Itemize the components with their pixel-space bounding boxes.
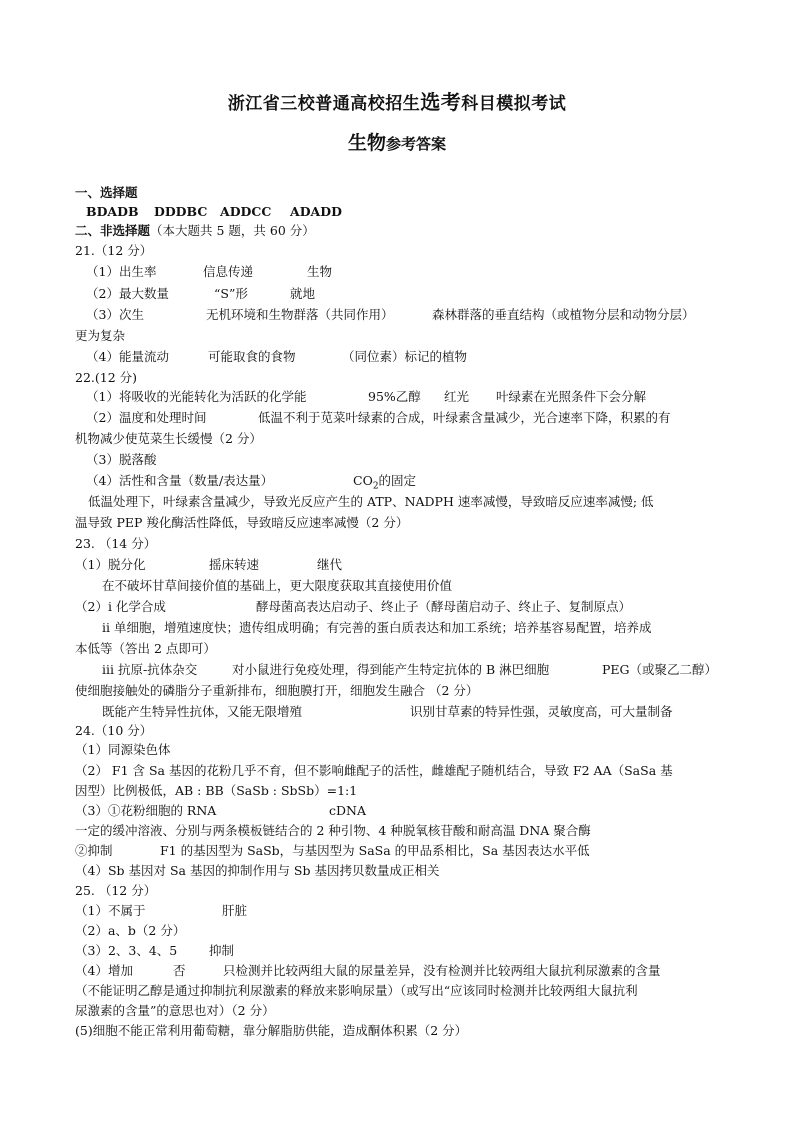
title-part1: 浙江省三校普通高校招生 bbox=[227, 94, 421, 114]
q23-l1-a: （1）脱分化 bbox=[75, 557, 146, 572]
q23-l1-c: 继代 bbox=[317, 557, 343, 572]
section2-title: 二、非选择题 bbox=[75, 223, 151, 238]
q25-line5: (5)细胞不能正常利用葡萄糖，靠分解脂肪供能，造成酮体积累（2 分） bbox=[75, 1023, 468, 1038]
q24-line6: （4）Sb 基因对 Sa 基因的抑制作用与 Sb 基因拷贝数量成正相关 bbox=[75, 863, 440, 878]
q24-l5-b: F1 的基因型为 SaSb，与基因型为 SaSa 的甲品系相比，Sa 基因表达水平低 bbox=[160, 843, 590, 858]
q22-l1-b: 95%乙醇 bbox=[368, 389, 421, 404]
q23-l4-b: 对小鼠进行免疫处理，得到能产生特定抗体的 B 淋巴细胞 bbox=[232, 662, 550, 677]
q23-line3b: 本低等（答出 2 点即可） bbox=[75, 641, 216, 656]
q23-line1 bbox=[75, 556, 735, 574]
q21-heading: 21.（12 分） bbox=[75, 243, 153, 258]
q22-line2 bbox=[86, 409, 746, 427]
document-subtitle bbox=[0, 128, 794, 155]
q21-l3-a: （3）次生 bbox=[86, 307, 144, 322]
title-part3: 科目模拟考试 bbox=[461, 94, 567, 114]
section2-heading bbox=[75, 222, 735, 240]
q21-l3-c: 森林群落的垂直结构（或植物分层和动物分层） bbox=[432, 307, 695, 322]
q25-heading: 25. （12 分） bbox=[75, 883, 157, 898]
q25-l4-b: 否 bbox=[173, 963, 186, 978]
q24-line3 bbox=[75, 802, 735, 820]
q22-l1-c: 红光 bbox=[444, 389, 470, 404]
q21-l2-c: 就地 bbox=[290, 286, 316, 301]
q22-line1 bbox=[86, 388, 746, 406]
q21-l2-b: “S”形 bbox=[214, 286, 248, 301]
q24-line1: （1）同源染色体 bbox=[75, 742, 171, 757]
q23-l4-c: PEG（或聚乙二醇） bbox=[602, 662, 718, 677]
q21-l2-a: （2）最大数量 bbox=[86, 286, 169, 301]
q21-line4 bbox=[86, 348, 746, 366]
q21-l1-a: （1）出生率 bbox=[86, 264, 157, 279]
q21-l3-b: 无机环境和生物群落（共同作用） bbox=[206, 307, 394, 322]
q24-heading: 24.（10 分） bbox=[75, 723, 153, 738]
q21-line3 bbox=[86, 306, 746, 324]
q23-line4b: 使细胞接触处的磷脂分子重新排布，细胞膜打开，细胞发生融合 （2 分） bbox=[75, 683, 479, 698]
q21-l4-a: （4）能量流动 bbox=[86, 349, 169, 364]
q22-l2-b: 低温不利于苋菜叶绿素的合成，叶绿素含量减少，光合速率下降，积累的有 bbox=[258, 410, 671, 425]
section1-answers bbox=[86, 203, 746, 221]
q25-line4 bbox=[75, 962, 735, 980]
q21-l4-b: 可能取食的食物 bbox=[208, 349, 296, 364]
q22-l4-c: 的固定 bbox=[378, 473, 417, 488]
q25-l1-b: 肝脏 bbox=[222, 903, 248, 918]
q21-line3b: 更为复杂 bbox=[75, 328, 126, 343]
q25-l3-a: （3）2、3、4、5 bbox=[75, 943, 178, 958]
q25-line4b: （不能证明乙醇是通过抑制抗利尿激素的释放来影响尿量）（或写出“应该同时检测并比较两组大鼠抗利 bbox=[75, 983, 638, 998]
q25-l4-a: （4）增加 bbox=[75, 963, 133, 978]
q25-line2: （2）a、b（2 分） bbox=[75, 923, 186, 938]
q21-l1-c: 生物 bbox=[307, 264, 333, 279]
title-part2: 选考 bbox=[420, 90, 462, 114]
q24-line2: （2） F1 含 Sa 基因的花粉几乎不育，但不影响雌配子的活性，雌雄配子随机结合，导致 F2 AA（SaSa 基 bbox=[75, 763, 673, 778]
q22-l4-co: CO bbox=[353, 473, 373, 488]
q22-line3: （3）脱落酸 bbox=[86, 452, 157, 467]
q25-l4-c: 只检测并比较两组大鼠的尿量差异，没有检测并比较两组大鼠抗利尿激素的含量 bbox=[223, 963, 661, 978]
q23-line5 bbox=[102, 703, 762, 721]
q22-line4 bbox=[86, 472, 746, 496]
answer-group-4: ADADD bbox=[290, 204, 342, 219]
q22-line2b: 机物减少使苋菜生长缓慢（2 分） bbox=[75, 431, 262, 446]
q23-line2 bbox=[75, 598, 735, 616]
q22-l4-sub: 2 bbox=[372, 481, 379, 492]
q21-l1-b: 信息传递 bbox=[203, 264, 254, 279]
q23-l1-b: 摇床转速 bbox=[209, 557, 260, 572]
q25-line1 bbox=[75, 902, 735, 920]
q24-l5-a: ②抑制 bbox=[75, 843, 113, 858]
q24-l3-b: cDNA bbox=[329, 803, 366, 818]
q25-l3-b: 抑制 bbox=[209, 943, 235, 958]
q23-line3: ii 单细胞，增殖速度快；遗传组成明确；有完善的蛋白质表达和加工系统；培养基容易配置，培养成 bbox=[102, 620, 652, 635]
q22-l1-d: 叶绿素在光照条件下会分解 bbox=[496, 389, 647, 404]
q22-l2-a: （2）温度和处理时间 bbox=[86, 410, 207, 425]
q24-line2b: 因型）比例极低，AB : BB（SaSb : SbSb）=1:1 bbox=[75, 783, 358, 798]
q22-line5: 低温处理下，叶绿素含量减少，导致光反应产生的 ATP、NADPH 速率减慢，导致暗反应速率减慢; 低 bbox=[88, 494, 654, 509]
q23-heading: 23. （14 分） bbox=[75, 536, 157, 551]
q24-l3-a: （3）①花粉细胞的 RNA bbox=[75, 803, 217, 818]
q23-l2-b: 酵母菌高表达启动子、终止子（酵母菌启动子、终止子、复制原点） bbox=[256, 599, 632, 614]
q22-l4-a: （4）活性和含量（数量/表达量） bbox=[86, 473, 274, 488]
q23-l2-a: （2）i 化学合成 bbox=[75, 599, 166, 614]
q22-l1-a: （1）将吸收的光能转化为活跃的化学能 bbox=[86, 389, 307, 404]
q25-line4c: 尿激素的含量”的意思也对）（2 分） bbox=[75, 1003, 275, 1018]
q23-line4 bbox=[102, 661, 762, 679]
document-title bbox=[0, 86, 794, 115]
q24-line5 bbox=[75, 842, 735, 860]
q21-l4-c: （同位素）标记的植物 bbox=[342, 349, 468, 364]
q21-line1 bbox=[86, 263, 746, 281]
section2-note: （本大题共 5 题，共 60 分） bbox=[150, 223, 315, 238]
subtitle-part2: 参考答案 bbox=[386, 135, 447, 153]
q22-heading: 22.(12 分) bbox=[75, 370, 138, 385]
q25-l1-a: （1）不属于 bbox=[75, 903, 146, 918]
section1-heading: 一、选择题 bbox=[75, 185, 138, 200]
q21-line2 bbox=[86, 285, 746, 303]
q23-line1b: 在不破坏甘草间接价值的基础上，更大限度获取其直接使用价值 bbox=[102, 578, 453, 593]
answer-group-3: ADDCC bbox=[220, 204, 272, 219]
answer-group-1: BDADB bbox=[86, 204, 139, 219]
q23-l5-b: 识别甘草素的特异性强，灵敏度高，可大量制备 bbox=[410, 704, 673, 719]
q23-l5-a: 既能产生特异性抗体，又能无限增殖 bbox=[102, 704, 303, 719]
q25-line3 bbox=[75, 942, 735, 960]
q22-line5b: 温导致 PEP 羧化酶活性降低，导致暗反应速率减慢（2 分） bbox=[75, 515, 409, 530]
answer-group-2: DDDBC bbox=[154, 204, 208, 219]
q23-l4-a: iii 抗原-抗体杂交 bbox=[102, 662, 198, 677]
q24-line4: 一定的缓冲溶液、分别与两条模板链结合的 2 种引物、4 种脱氧核苷酸和耐高温 DNA 聚合酶 bbox=[75, 823, 591, 838]
subtitle-part1: 生物 bbox=[347, 132, 386, 154]
